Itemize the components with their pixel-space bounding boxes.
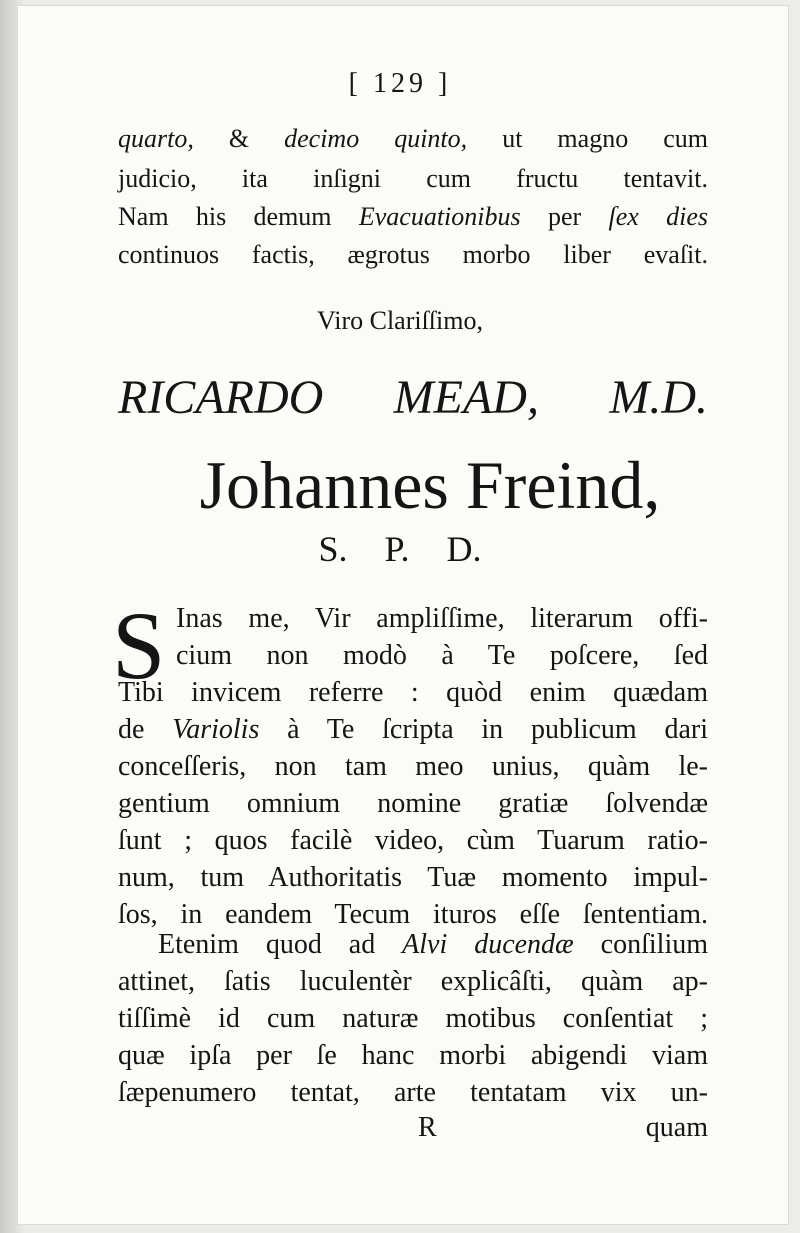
italic-text: Variolis	[172, 714, 260, 745]
roman-text: Etenim quod ad	[158, 929, 403, 960]
roman-text: continuos factis, ægrotus morbo liber evaſit.	[118, 240, 708, 269]
roman-text: conſilium	[573, 929, 709, 960]
text-line	[118, 1040, 708, 1072]
recipient-heading: RICARDO MEAD, M.D.	[118, 371, 708, 424]
roman-text: &	[193, 124, 285, 153]
text-line	[118, 788, 708, 820]
salutation-heading: S. P. D.	[318, 529, 482, 569]
roman-text: ſæpenumero tentat, arte tentatam vix un-	[118, 1077, 708, 1108]
text-line	[118, 164, 708, 194]
italic-text: Alvi ducendæ	[402, 929, 574, 960]
roman-text: conceſſeris, non tam meo unius, quàm le-	[118, 751, 708, 782]
roman-text: ut magno cum	[467, 124, 708, 153]
text-line	[118, 677, 708, 709]
roman-text: Tibi invicem referre : quòd enim quædam	[118, 677, 708, 708]
roman-text: judicio, ita inſigni cum fructu tentavit.	[118, 164, 708, 193]
text-line	[118, 862, 708, 894]
roman-text: Nam his demum	[118, 202, 359, 231]
drop-cap: S	[112, 592, 166, 699]
italic-text: ſex dies	[608, 202, 708, 231]
roman-text: de	[118, 714, 173, 745]
roman-text: cium non modò à Te poſcere, ſed	[176, 640, 708, 671]
text-line	[176, 640, 708, 672]
italic-text: Evacuationibus	[358, 202, 521, 231]
roman-text: à Te ſcripta in publicum dari	[259, 714, 709, 745]
italic-text: decimo quinto,	[284, 124, 468, 153]
text-line	[118, 714, 708, 746]
roman-text: attinet, ſatis luculentèr explicâſti, quàm ap-	[118, 966, 708, 997]
roman-text: per	[520, 202, 609, 231]
text-line	[118, 240, 708, 270]
dedication-greeting: Viro Clariſſimo,	[317, 306, 483, 335]
roman-text: num, tum Authoritatis Tuæ momento impul-	[118, 862, 708, 893]
text-line	[118, 124, 708, 154]
text-line	[158, 929, 708, 961]
roman-text: ſunt ; quos facilè video, cùm Tuarum ratio-	[118, 825, 708, 856]
signature-mark: R	[418, 1112, 437, 1143]
text-line	[118, 899, 708, 931]
roman-text: tiſſimè id cum naturæ motibus conſentiat ;	[118, 1003, 708, 1034]
text-line	[176, 603, 708, 635]
text-line	[118, 202, 708, 232]
text-line	[118, 1077, 708, 1109]
text-line	[118, 751, 708, 783]
text-line	[118, 825, 708, 857]
text-line	[118, 966, 708, 998]
text-line	[118, 1003, 708, 1035]
roman-text: quæ ipſa per ſe hanc morbi abigendi viam	[118, 1040, 708, 1071]
page-number: [ 129 ]	[348, 68, 452, 99]
italic-text: quarto,	[118, 124, 194, 153]
roman-text: gentium omnium nomine gratiæ ſolvendæ	[118, 788, 708, 819]
catchword: quam	[645, 1112, 708, 1143]
roman-text: ſos, in eandem Tecum ituros eſſe ſententiam.	[118, 899, 708, 930]
sender-heading: Johannes Freind,	[199, 447, 661, 523]
roman-text: Inas me, Vir ampliſſime, literarum offi-	[176, 603, 708, 634]
